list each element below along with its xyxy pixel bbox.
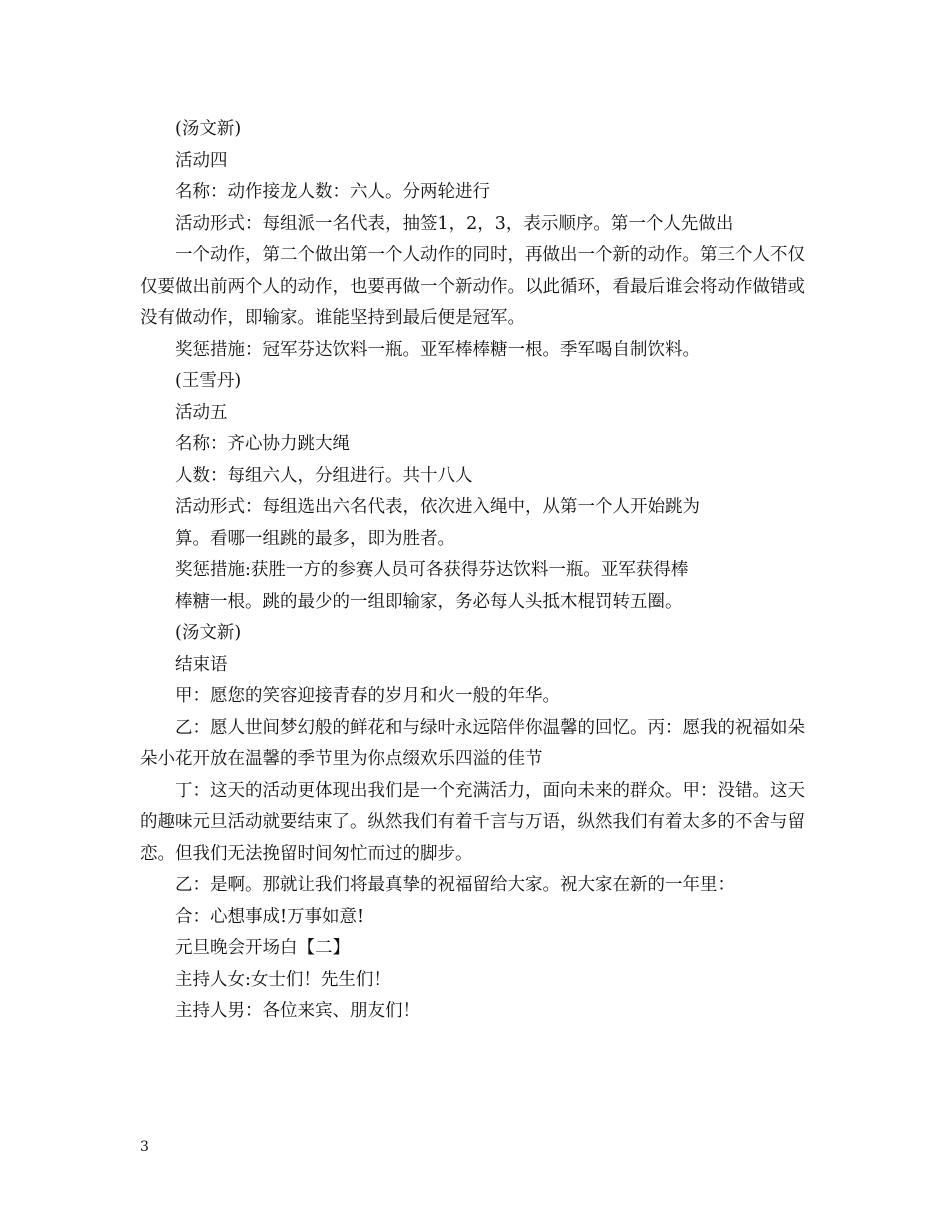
paragraph: 主持人男：各位来宾、朋友们！ <box>175 1001 420 1021</box>
paragraph: 奖惩措施:获胜一方的参赛人员可各获得芬达饮料一瓶。亚军获得棒 <box>175 560 689 580</box>
section-heading: 结束语 <box>175 654 228 675</box>
paragraph: 丁：这天的活动更体现出我们是一个充满活力，面向未来的群众。甲：没错。这天的趣味元旦活动就要结束了。纵然我们有着千言与万语，纵然我们有着太多的不舍与留恋。但我们无法挽留时间匆忙而过的脚步。 <box>140 780 805 864</box>
paragraph: 棒糖一根。跳的最少的一组即输家，务必每人头抵木棍罚转五圈。 <box>175 591 683 612</box>
paragraph: 主持人女:女士们！先生们！ <box>175 969 391 990</box>
section-heading: 活动五 <box>175 402 228 423</box>
paragraph: 算。看哪一组跳的最多，即为胜者。 <box>175 528 455 549</box>
paragraph: 乙：愿人世间梦幻般的鲜花和与绿叶永远陪伴你温馨的回忆。丙：愿我的祝福如朵朵小花开放在温馨的季节里为你点缀欢乐四溢的佳节 <box>140 717 805 769</box>
paragraph: 名称：动作接龙人数：六人。分两轮进行 <box>175 182 490 202</box>
paragraph: 活动形式：每组选出六名代表，依次进入绳中，从第一个人开始跳为 <box>175 497 700 517</box>
paragraph: 活动形式：每组派一名代表，抽签1，2，3，表示顺序。第一个人先做出 <box>175 213 734 234</box>
paragraph: 合：心想事成!万事如意! <box>175 906 365 927</box>
paragraph: 乙：是啊。那就让我们将最真挚的祝福留给大家。祝大家在新的一年里： <box>175 875 735 895</box>
paragraph: 甲：愿您的笑容迎接青春的岁月和火一般的年华。 <box>175 686 560 706</box>
page-number: 3 <box>140 1139 149 1155</box>
paragraph: (汤文新) <box>175 623 242 643</box>
paragraph: 人数：每组六人，分组进行。共十八人 <box>175 465 473 486</box>
paragraph: (汤文新) <box>175 119 242 139</box>
paragraph: 一个动作，第二个做出第一个人动作的同时，再做出一个新的动作。第三个人不仅仅要做出前两个人的动作，也要再做一个新动作。以此循环，看最后谁会将动作做错或没有做动作，即输家。谁能坚持到最后便是冠军。 <box>140 245 805 328</box>
document-body <box>140 114 816 1028</box>
paragraph: 奖惩措施：冠军芬达饮料一瓶。亚军棒棒糖一根。季军喝自制饮料。 <box>175 339 700 360</box>
section-heading: 元旦晚会开场白【二】 <box>175 938 350 958</box>
paragraph: 名称：齐心协力跳大绳 <box>175 434 350 454</box>
paragraph: (王雪丹) <box>175 371 242 391</box>
section-heading: 活动四 <box>175 150 228 171</box>
